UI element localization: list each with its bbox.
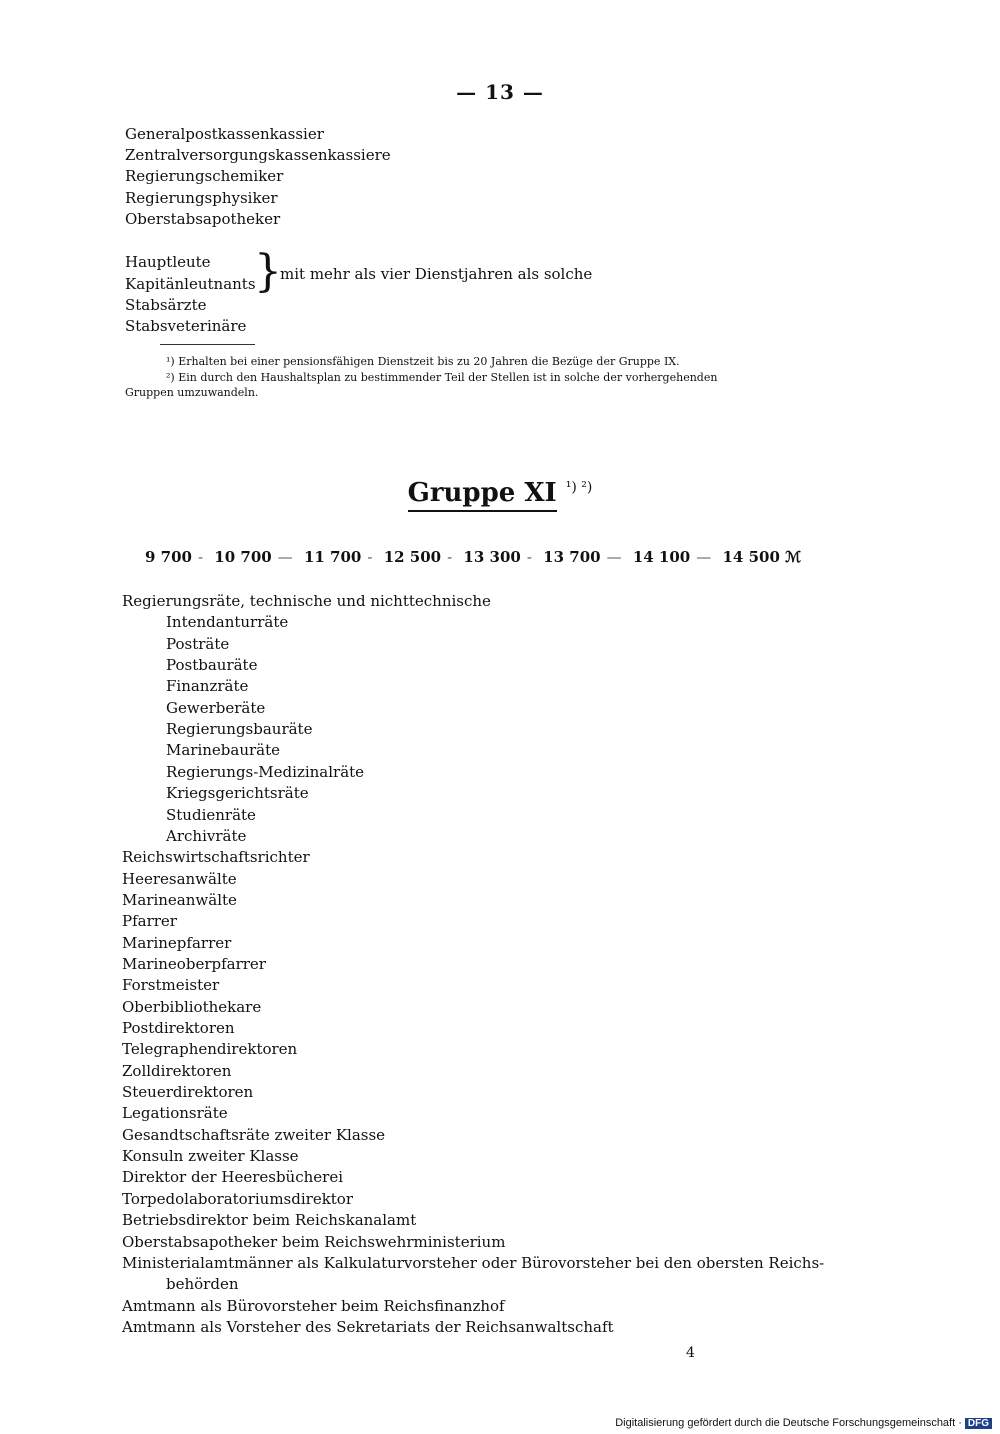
separator-dash: — bbox=[606, 548, 622, 566]
list-item: Archivräte bbox=[166, 827, 247, 845]
salary-step: 11 700 bbox=[303, 548, 362, 566]
list-item: Direktor der Heeresbücherei bbox=[122, 1168, 344, 1186]
separator-dash: - bbox=[197, 548, 204, 566]
salary-step: 14 500 ℳ bbox=[722, 548, 802, 566]
group-title: Gruppe XI bbox=[408, 478, 557, 512]
list-item: Marinepfarrer bbox=[122, 934, 232, 952]
list-item: Amtmann als Vorsteher des Sekretariats der Reichsanwaltschaft bbox=[122, 1318, 614, 1336]
list-item: Amtmann als Bürovorsteher beim Reichsfinanzhof bbox=[122, 1297, 505, 1315]
list-item: Kapitänleutnants bbox=[125, 275, 256, 293]
separator-dash: — bbox=[696, 548, 712, 566]
list-item: Oberbibliothekare bbox=[122, 998, 262, 1016]
brace-note: mit mehr als vier Dienstjahren als solche bbox=[280, 265, 593, 283]
list-item: behörden bbox=[166, 1275, 239, 1293]
list-item: Oberstabsapotheker bbox=[125, 210, 281, 228]
list-item: Gewerberäte bbox=[166, 699, 266, 717]
dfg-logo: DFG bbox=[965, 1418, 992, 1429]
list-item: Stabsärzte bbox=[125, 296, 207, 314]
list-item: Regierungs-Medizinalräte bbox=[166, 763, 365, 781]
list-item: Marinebauräte bbox=[166, 741, 281, 759]
list-item: Posträte bbox=[166, 635, 230, 653]
separator-dash: - bbox=[447, 548, 453, 566]
salary-step: 14 100 bbox=[632, 548, 691, 566]
list-item: Intendanturräte bbox=[166, 613, 289, 631]
list-item: Zentralversorgungskassenkassiere bbox=[125, 146, 391, 164]
list-item: Reichswirtschaftsrichter bbox=[122, 848, 310, 866]
salary-step: 10 700 bbox=[214, 548, 272, 566]
list-item: Regierungsbauräte bbox=[166, 720, 313, 738]
salary-step: 13 300 bbox=[463, 548, 521, 566]
digitization-footer bbox=[615, 1417, 992, 1429]
list-item: Pfarrer bbox=[122, 912, 177, 930]
page-number: — 13 — bbox=[456, 80, 544, 104]
separator-dash: - bbox=[367, 548, 373, 566]
list-item: Legationsräte bbox=[122, 1104, 228, 1122]
curly-brace: } bbox=[254, 246, 282, 297]
list-item: Torpedolaboratoriumsdirektor bbox=[122, 1190, 354, 1208]
list-item: Marineoberpfarrer bbox=[122, 955, 266, 973]
list-item: Generalpostkassenkassier bbox=[125, 125, 324, 143]
list-item: Zolldirektoren bbox=[122, 1062, 232, 1080]
list-item: Kriegsgerichtsräte bbox=[166, 784, 309, 802]
list-item: Finanzräte bbox=[166, 677, 249, 695]
group-footnote-refs: ¹) ²) bbox=[565, 479, 593, 496]
list-item: Regierungschemiker bbox=[125, 167, 284, 185]
list-item: Konsuln zweiter Klasse bbox=[122, 1147, 299, 1165]
salary-step: 13 700 bbox=[543, 548, 601, 566]
salary-step: 9 700 bbox=[145, 548, 192, 566]
salary-step: 12 500 bbox=[383, 548, 442, 566]
list-item: Marineanwälte bbox=[122, 891, 237, 909]
list-item: Regierungsräte, technische und nichttechnische bbox=[122, 592, 491, 610]
list-item: Betriebsdirektor beim Reichskanalamt bbox=[122, 1211, 417, 1229]
list-item: Oberstabsapotheker beim Reichswehrministerium bbox=[122, 1233, 506, 1251]
list-item: Forstmeister bbox=[122, 976, 220, 994]
list-item: Telegraphendirektoren bbox=[122, 1040, 298, 1058]
list-item: Steuerdirektoren bbox=[122, 1083, 254, 1101]
list-item: Postdirektoren bbox=[122, 1019, 235, 1037]
list-item: Hauptleute bbox=[125, 253, 211, 271]
list-item: Stabsveterinäre bbox=[125, 317, 247, 335]
footnote-2: ²) Ein durch den Haushaltsplan zu bestimmender Teil der Stellen ist in solche der vorhergehenden bbox=[166, 371, 718, 384]
list-item: Regierungsphysiker bbox=[125, 189, 278, 207]
list-item: Heeresanwälte bbox=[122, 870, 237, 888]
list-item: Postbauräte bbox=[166, 656, 258, 674]
list-item: Ministerialamtmänner als Kalkulaturvorsteher oder Bürovorsteher bei den obersten Reichs- bbox=[122, 1254, 825, 1272]
sheet-number: 4 bbox=[686, 1345, 695, 1361]
list-item: Studienräte bbox=[166, 806, 256, 824]
separator-dash: — bbox=[277, 548, 293, 566]
list-item: Gesandtschaftsräte zweiter Klasse bbox=[122, 1126, 386, 1144]
footnote-2-continued: Gruppen umzuwandeln. bbox=[125, 386, 259, 399]
digitization-note: Digitalisierung gefördert durch die Deutsche Forschungsgemeinschaft · bbox=[615, 1417, 962, 1429]
separator-dash: - bbox=[526, 548, 532, 566]
footnote-1: ¹) Erhalten bei einer pensionsfähigen Dienstzeit bis zu 20 Jahren die Bezüge der Gruppe IX. bbox=[166, 355, 680, 368]
